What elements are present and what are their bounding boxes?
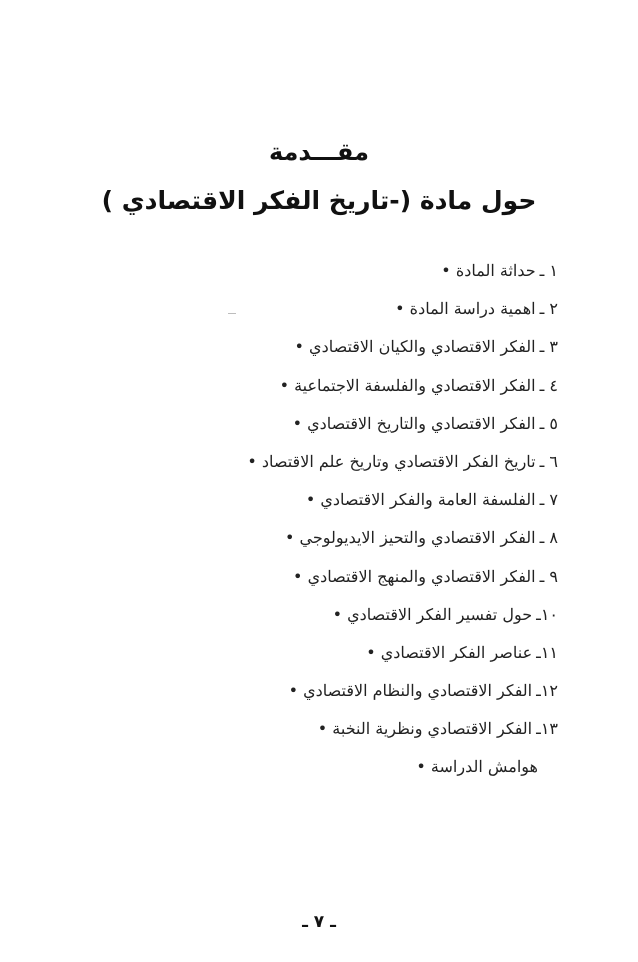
toc-item-number: ٩ ـ	[539, 566, 558, 586]
toc-item-text: حداثة المادة •	[441, 261, 536, 280]
toc-item-number: ٤ ـ	[539, 375, 558, 395]
toc-item-number: ٦ ـ	[539, 451, 558, 471]
toc-item-10	[138, 600, 558, 638]
toc-item-number: ١٢ـ	[536, 681, 558, 701]
toc-item-text: عناصر الفكر الاقتصادي •	[366, 642, 533, 662]
scan-speck	[228, 313, 236, 314]
toc-item-5	[138, 409, 558, 447]
toc-item-4	[138, 371, 558, 409]
toc-item-text: الفكر الاقتصادي والفلسفة الاجتماعية •	[279, 375, 536, 395]
toc-item-text: الفكر الاقتصادي والكيان الاقتصادي •	[294, 337, 536, 357]
toc-item-number: ٥ ـ	[539, 413, 558, 433]
toc-item-text: حول تفسير الفكر الاقتصادي •	[332, 604, 533, 624]
toc-item-12	[138, 676, 558, 714]
toc-item-text: الفكر الاقتصادي ونظرية النخبة •	[317, 719, 533, 739]
toc-item-text: الفكر الاقتصادي والتحيز الايديولوجي •	[284, 528, 536, 548]
toc-item-3	[138, 332, 558, 370]
toc-item-number: ٣ ـ	[539, 337, 558, 357]
page-title: مقـــدمة	[268, 138, 370, 166]
toc-item-number: ١١ـ	[536, 642, 558, 662]
toc-item-number: ١٣ـ	[536, 719, 558, 739]
page-subtitle: حول مادة (-تاريخ الفكر الاقتصادي )	[101, 186, 537, 215]
toc-item-8	[138, 523, 558, 561]
toc-item-1	[138, 256, 558, 294]
toc-item-text: هوامش الدراسة •	[416, 757, 538, 777]
toc-item-2	[138, 294, 558, 332]
toc-item-text: الفكر الاقتصادي والنظام الاقتصادي •	[288, 681, 533, 701]
toc-item-text: الفلسفة العامة والفكر الاقتصادي •	[305, 490, 536, 510]
page-number: ـ ٧ ـ	[302, 912, 336, 932]
toc-item-9	[138, 562, 558, 600]
toc-item-text: الفكر الاقتصادي والتاريخ الاقتصادي •	[292, 413, 536, 433]
toc-item-6	[138, 447, 558, 485]
toc-item-notes	[138, 752, 558, 790]
table-of-contents	[138, 256, 558, 791]
toc-item-text: تاريخ الفكر الاقتصادي وتاريخ علم الاقتصاد •	[247, 451, 536, 471]
toc-item-number: ١ ـ	[539, 261, 558, 280]
toc-item-text: اهمية دراسة المادة •	[395, 299, 536, 319]
toc-item-number: ١٠ـ	[536, 604, 558, 624]
toc-item-11	[138, 638, 558, 676]
toc-item-number: ٨ ـ	[539, 528, 558, 548]
toc-item-text: الفكر الاقتصادي والمنهج الاقتصادي •	[293, 566, 536, 586]
toc-item-number: ٢ ـ	[539, 299, 558, 319]
toc-item-13	[138, 714, 558, 752]
toc-item-number: ٧ ـ	[539, 490, 558, 510]
toc-item-7	[138, 485, 558, 523]
